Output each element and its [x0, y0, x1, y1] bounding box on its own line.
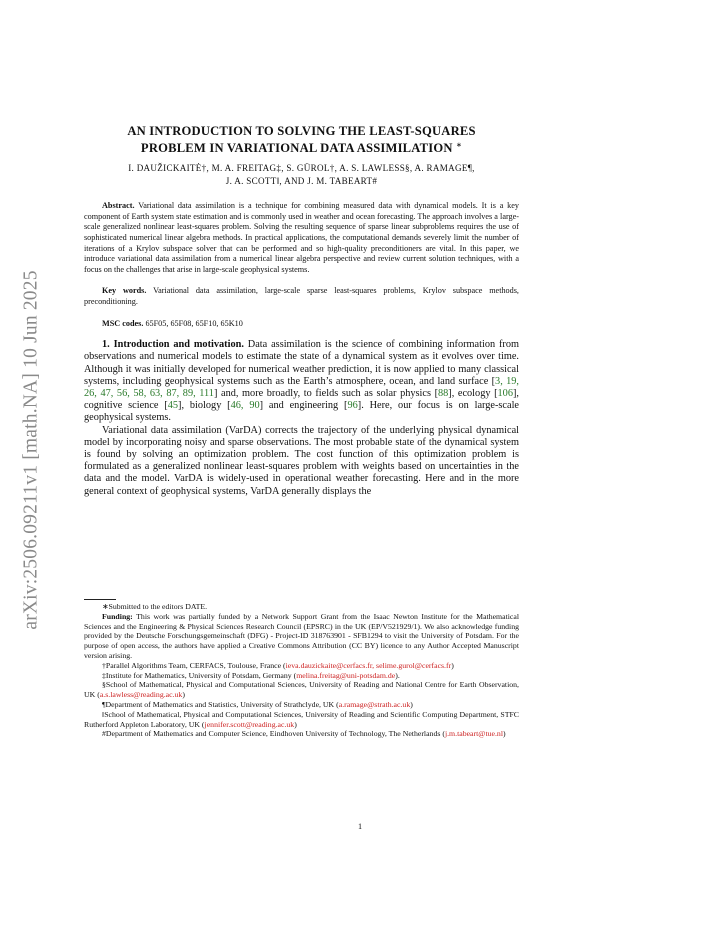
- msc-label: MSC codes.: [102, 318, 144, 328]
- footnote-close: ).: [395, 670, 400, 680]
- title-footnote-mark: ∗: [456, 141, 463, 149]
- citation-link[interactable]: 45: [167, 400, 179, 412]
- keywords-text: Variational data assimilation, large-scale sparse least-squares problems, Krylov subspace methods, preconditioning.: [84, 286, 519, 306]
- keywords-label: Key words.: [102, 286, 147, 296]
- section-heading: 1. Introduction and motivation.: [102, 339, 244, 351]
- footnote-strathclyde: [84, 700, 519, 710]
- citation-link[interactable]: 3, 19, 26, 47, 56, 58, 63, 87, 89, 111: [84, 375, 519, 399]
- footnote-reading: [84, 680, 519, 700]
- arxiv-stamp-text: arXiv:2506.09211v1 [math.NA] 10 Jun 2025: [21, 270, 43, 630]
- footnote-close: ): [182, 690, 185, 700]
- funding-text: This work was partially funded by a Network Support Grant from the Isaac Newton Institute for the Mathematical Sciences and the Engineering & Physical Sciences Research Council (EPSRC) in the UK (EP/V521929/1). We also acknowledge funding provided by the Deutsche Forschungsgemeinschaft (DFG) - Project-ID 318763901 - SFB1294 to visit the University of Potsdam. For the purpose of open access, the authors have applied a Creative Commons Attribution (CC BY) licence to any Author Accepted Manuscript version arising.: [84, 611, 519, 660]
- email-link[interactable]: ieva.dauzickaite@cerfacs.fr, selime.gurol@cerfacs.fr: [285, 660, 452, 670]
- footnote-close: ): [451, 660, 454, 670]
- abstract: [84, 201, 519, 275]
- email-link[interactable]: melina.freitag@uni-potsdam.de: [296, 670, 396, 680]
- footnote-rule: [84, 599, 116, 600]
- arxiv-stamp: [22, 245, 42, 655]
- email-link[interactable]: a.s.lawless@reading.ac.uk: [99, 690, 183, 700]
- paper-page: [84, 124, 519, 498]
- intro-text-d: ], cognitive science [: [84, 387, 519, 412]
- citation-link[interactable]: 46, 90: [230, 400, 260, 412]
- title-line-1: AN INTRODUCTION TO SOLVING THE LEAST-SQUARES: [127, 124, 476, 138]
- intro-text-c: ], ecology [: [448, 387, 498, 399]
- footnote-reading-stfc: [84, 710, 519, 730]
- email-link[interactable]: a.ramage@strath.ac.uk: [338, 699, 411, 709]
- keywords: [84, 286, 519, 307]
- page-number: 1: [357, 822, 363, 831]
- intro-text-e: ], biology [: [178, 400, 231, 412]
- intro-paragraph-1: [84, 339, 519, 424]
- authors-line-2: J. A. SCOTT‖, AND J. M. TABEART#: [225, 176, 378, 187]
- footnote-funding: [84, 612, 519, 661]
- citation-link[interactable]: 106: [497, 387, 513, 399]
- intro-text-g: ]. Here, our focus is on large-scale geophysical systems.: [84, 400, 519, 424]
- citation-link[interactable]: 96: [347, 400, 358, 412]
- paper-title: [84, 124, 519, 155]
- title-line-2: PROBLEM IN VARIATIONAL DATA ASSIMILATION: [140, 141, 453, 156]
- footnote-text: §School of Mathematical, Physical and Computational Sciences, University of Reading and National Centre for Earth Observation, UK (: [84, 680, 519, 700]
- footnote-submitted: ∗Submitted to the editors DATE.: [102, 602, 208, 611]
- authors-line-1: I. DAUŽICKAITĖ†, M. A. FREITAG‡, S. GÜROL†, A. S. LAWLESS§, A. RAMAGE¶,: [128, 163, 475, 174]
- intro-text-a: Data assimilation is the science of combining information from observations and numerical models to estimate the state of a dynamical system as it evolves over time. Although it was initially developed for numerical weather prediction, it is now applied to many classical systems, including geophysical systems such as the Earth’s atmosphere, ocean, and land surface [: [84, 339, 520, 387]
- footnote-close: ): [410, 699, 413, 709]
- email-link[interactable]: j.m.tabeart@tue.nl: [444, 729, 503, 739]
- abstract-label: Abstract.: [102, 201, 135, 211]
- footnote-text: ‖School of Mathematical, Physical and Computational Sciences, University of Reading and Scientific Computing Department, STFC Rutherford Appleton Laboratory, UK (: [84, 709, 519, 729]
- footnote-cerfacs: [84, 661, 519, 671]
- footnote-close: ): [294, 719, 297, 729]
- intro-paragraph-2: Variational data assimilation (VarDA) corrects the trajectory of the underlying physical dynamical model by incorporating noisy and sparse observations. The most probable state of the dynamical system is found by solving an optimization problem. The cost function of this optimization problem is formulated as a generalized nonlinear least-squares problem with weights based on uncertainties in the data and the model. VarDA is widely-used in operational weather forecasting. Here and in the more general context of geophysical systems, VarDA generally displays the: [84, 424, 519, 497]
- footnote-text: †Parallel Algorithms Team, CERFACS, Toulouse, France (: [102, 660, 286, 670]
- footnote-text: #Department of Mathematics and Computer Science, Eindhoven University of Technology, The Netherlands (: [102, 729, 445, 739]
- intro-text-b: ] and, more broadly, to fields such as solar physics [: [213, 387, 438, 399]
- abstract-text: Variational data assimilation is a technique for combining measured data with dynamical models. It is a key component of Earth system state estimation and is commonly used in weather and ocean forecasting. The approach involves a large-scale generalized nonlinear least-squares problem. Solving the resulting sequence of sparse linear subproblems requires the use of sophisticated numerical linear algebra methods. In practical applications, the computational demands severely limit the number of iterations of a Krylov subspace solver that can be performed and so high-quality preconditioners are vital. In this paper, we introduce variational data assimilation from a numerical linear algebra perspective and review current solution techniques, with a focus on the challenges that arise in large-scale geophysical systems.: [84, 201, 519, 274]
- author-list: [84, 162, 519, 188]
- email-link[interactable]: jennifer.scott@reading.ac.uk: [204, 719, 295, 729]
- footnote-text: ¶Department of Mathematics and Statistics, University of Strathclyde, UK (: [102, 699, 339, 709]
- funding-label: Funding:: [102, 611, 133, 621]
- footnote-eindhoven: [84, 729, 519, 739]
- msc-text: 65F05, 65F08, 65F10, 65K10: [145, 318, 243, 328]
- section-introduction: [84, 339, 519, 498]
- intro-text-f: ] and engineering [: [259, 400, 348, 412]
- footnote-text: ‡Institute for Mathematics, University of Potsdam, Germany (: [102, 670, 297, 680]
- footnote-close: ): [503, 729, 506, 739]
- msc-codes: [84, 319, 519, 330]
- footnotes: [84, 599, 519, 739]
- footnote-potsdam: [84, 671, 519, 681]
- citation-link[interactable]: 88: [438, 387, 449, 399]
